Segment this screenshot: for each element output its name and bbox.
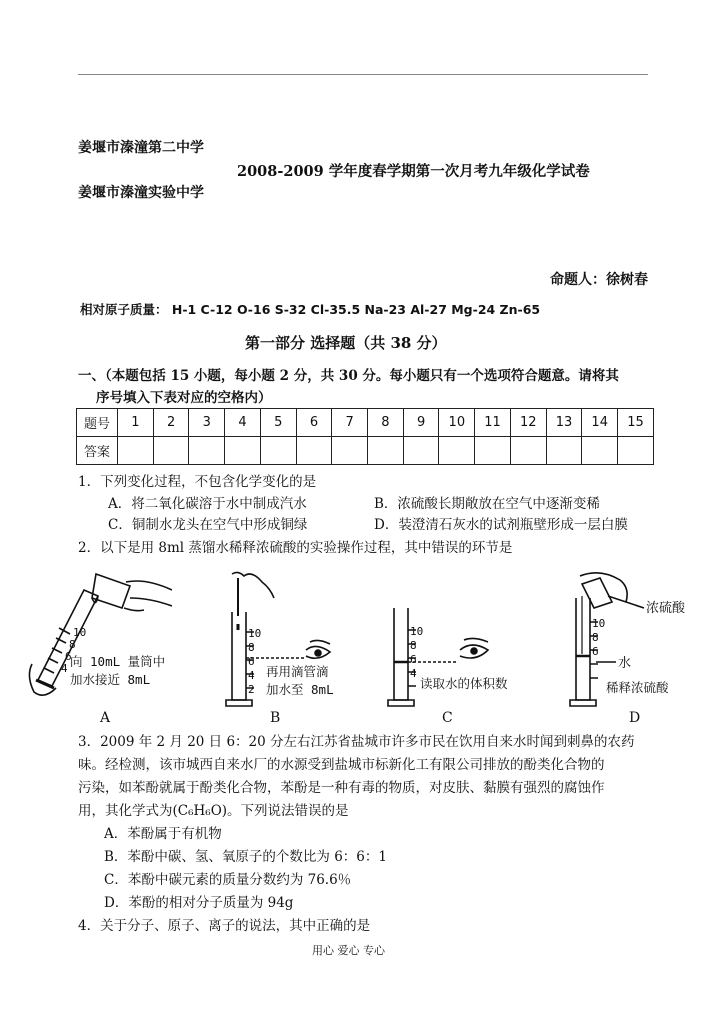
fig-c-tick-10: 10: [410, 625, 424, 638]
fig-b-caption-1: 再用滴管滴: [266, 664, 329, 679]
fig-b-tick-10: 10: [248, 627, 262, 640]
figure-c-reading-volume: [380, 568, 530, 726]
fig-d-tick-8: 8: [592, 631, 599, 644]
table-cell-number: 4: [225, 409, 261, 437]
school-name-2: 姜堰市溱潼实验中学: [78, 185, 204, 201]
answer-cell[interactable]: [189, 437, 225, 465]
table-cell-number: 15: [618, 409, 654, 437]
fig-c-letter: C: [442, 710, 453, 726]
table-row-numbers: [77, 409, 654, 437]
q3-option-c: C．苯酚中碳元素的质量分数约为 76.6％: [104, 872, 352, 888]
table-cell-number: 1: [118, 409, 154, 437]
fig-a-caption-1: 向 10mL 量筒中: [70, 654, 166, 669]
fig-d-caption: 稀释浓硫酸: [606, 680, 669, 695]
answer-cell[interactable]: [260, 437, 296, 465]
fig-c-tick-4: 4: [410, 667, 417, 680]
answer-cell[interactable]: [118, 437, 154, 465]
figure-b-dropper: [218, 568, 358, 726]
school-name-1: 姜堰市溱潼第二中学: [78, 140, 204, 156]
q1-option-c: C．铜制水龙头在空气中形成铜绿: [108, 517, 308, 533]
fig-a-caption-2: 加水接近 8mL: [70, 672, 151, 687]
fig-d-label-acid: 浓硫酸: [646, 601, 686, 616]
q1-option-a: A．将二氧化碳溶于水中制成汽水: [108, 496, 307, 512]
q3-line-4: 用，其化学式为(C₆H₆O)。下列说法错误的是: [78, 803, 349, 819]
fig-a-letter: A: [100, 710, 111, 726]
table-cell-number: 7: [332, 409, 368, 437]
exam-title: 2008-2009 学年度春学期第一次月考九年级化学试卷: [237, 163, 590, 180]
answer-cell[interactable]: [618, 437, 654, 465]
fig-a-tick-6: 6: [65, 650, 72, 663]
table-label-answer: 答案: [77, 437, 118, 465]
table-cell-number: 9: [403, 409, 439, 437]
part-1-instruction-cont: 序号填入下表对应的空格内）: [96, 390, 272, 406]
answer-cell[interactable]: [546, 437, 582, 465]
page-footer: 用心 爱心 专心: [312, 944, 385, 957]
answer-cell[interactable]: [368, 437, 404, 465]
q3-option-b: B．苯酚中碳、氢、氧原子的个数比为 6：6：1: [104, 849, 387, 865]
answer-cell[interactable]: [225, 437, 261, 465]
fig-d-letter: D: [629, 710, 641, 726]
answer-cell[interactable]: [475, 437, 511, 465]
table-cell-number: 3: [189, 409, 225, 437]
fig-b-letter: B: [270, 710, 281, 726]
part-1-title: 第一部分 选择题（共 38 分）: [245, 334, 447, 352]
fig-a-tick-8: 8: [69, 638, 76, 651]
answer-cell[interactable]: [582, 437, 618, 465]
q1-stem: 1．下列变化过程，不包含化学变化的是: [78, 474, 317, 490]
q1-option-b: B．浓硫酸长期敞放在空气中逐渐变稀: [374, 496, 600, 512]
fig-a-tick-4: 4: [61, 662, 68, 675]
q3-line-2: 味。经检测，该市城西自来水厂的水源受到盐城市标新化工有限公司排放的酚类化合物的: [78, 757, 605, 773]
part-1-instruction: 一、（本题包括 15 小题，每小题 2 分，共 30 分。每小题只有一个选项符合题意。请将其: [78, 368, 619, 384]
table-label-number: 题号: [77, 409, 118, 437]
table-cell-number: 8: [368, 409, 404, 437]
atomic-masses: 相对原子质量： H-1 C-12 O-16 S-32 Cl-35.5 Na-23 Al-27 Mg-24 Zn-65: [80, 302, 541, 317]
table-row-answers: [77, 437, 654, 465]
table-cell-number: 14: [582, 409, 618, 437]
answer-cell[interactable]: [403, 437, 439, 465]
fig-d-tick-10: 10: [592, 617, 606, 630]
answer-cell[interactable]: [296, 437, 332, 465]
q3-line-3: 污染，如苯酚就属于酚类化合物，苯酚是一种有毒的物质，对皮肤、黏膜有强烈的腐蚀作: [78, 780, 605, 796]
table-cell-number: 6: [296, 409, 332, 437]
q1-option-d: D．装澄清石灰水的试剂瓶壁形成一层白膜: [374, 517, 628, 533]
fig-b-tick-8: 8: [248, 641, 255, 654]
answer-cell[interactable]: [439, 437, 475, 465]
table-cell-number: 13: [546, 409, 582, 437]
answer-table: [76, 408, 654, 465]
fig-b-tick-4: 4: [248, 669, 255, 682]
top-rule: [78, 74, 648, 75]
q3-line-1: 3．2009 年 2 月 20 日 6：20 分左右江苏省盐城市许多市民在饮用自来水时闻到刺鼻的农药: [78, 734, 635, 750]
table-cell-number: 11: [475, 409, 511, 437]
table-cell-number: 5: [260, 409, 296, 437]
fig-d-label-water: 水: [618, 656, 632, 671]
figure-a-pouring-water: [26, 568, 172, 726]
figure-d-diluting-acid: [560, 568, 710, 726]
table-cell-number: 12: [510, 409, 546, 437]
q4-stem: 4．关于分子、原子、离子的说法，其中正确的是: [78, 918, 371, 934]
fig-d-tick-6: 6: [592, 645, 599, 658]
table-cell-number: 10: [439, 409, 475, 437]
author-line: 命题人：徐树春: [550, 272, 648, 288]
fig-a-tick-10: 10: [73, 626, 87, 639]
fig-c-caption: 读取水的体积数: [420, 676, 508, 691]
q3-option-d: D．苯酚的相对分子质量为 94g: [104, 895, 294, 911]
q3-option-a: A．苯酚属于有机物: [104, 826, 222, 842]
fig-b-caption-2: 加水至 8mL: [266, 682, 334, 697]
fig-c-tick-8: 8: [410, 639, 417, 652]
fig-b-tick-6: 6: [248, 655, 255, 668]
fig-c-tick-6: 6: [410, 653, 417, 666]
answer-cell[interactable]: [332, 437, 368, 465]
answer-cell[interactable]: [153, 437, 189, 465]
fig-b-tick-2: 2: [248, 683, 255, 696]
table-cell-number: 2: [153, 409, 189, 437]
answer-cell[interactable]: [510, 437, 546, 465]
q2-stem: 2．以下是用 8ml 蒸馏水稀释浓硫酸的实验操作过程，其中错误的环节是: [78, 540, 513, 556]
